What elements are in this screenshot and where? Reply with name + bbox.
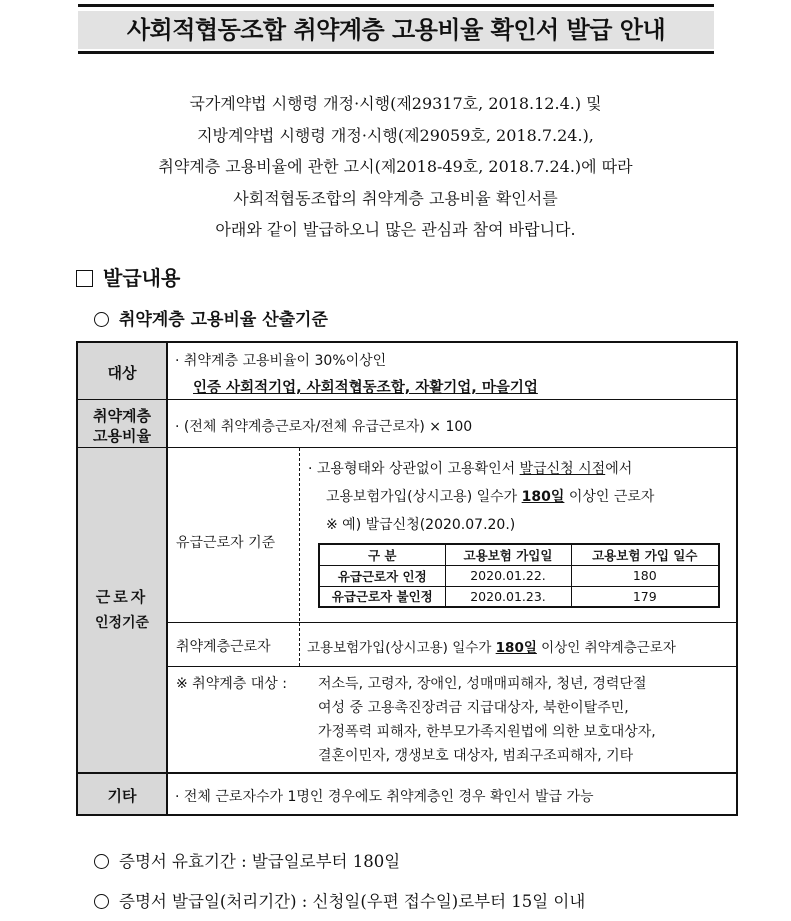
page-title: 사회적협동조합 취약계층 고용비율 확인서 발급 안내 (78, 11, 714, 49)
paid-line-3: ※ 예) 발급신청(2020.07.20.) (326, 517, 516, 533)
table-border-bottom (76, 814, 738, 816)
paid-line-1-text: · 고용형태와 상관없이 고용확인서 (308, 461, 520, 477)
worker-label-2: 인정기준 (94, 615, 150, 631)
paid-line-2-days: 180일 (521, 489, 565, 505)
paid-line-1-end: 에서 (605, 461, 633, 477)
example-table (318, 543, 720, 608)
vulnerable-note-line: 저소득, 고령자, 장애인, 성매매피해자, 청년, 경력단절 (318, 676, 647, 692)
subsection-heading-text: 취약계층 고용비율 산출기준 (119, 310, 328, 330)
example-header-cell: 고용보험 가입일 (445, 544, 571, 565)
footer-line-validity (94, 848, 400, 872)
sub-row-divider (166, 666, 738, 667)
square-bullet-icon (76, 270, 93, 287)
circle-bullet-icon (94, 854, 109, 869)
vulnerable-worker-text (307, 636, 676, 656)
subsection-heading (94, 305, 328, 330)
example-cell: 유급근로자 인정 (319, 565, 445, 586)
worker-label-1: 근로자 (95, 588, 149, 606)
sub-row-divider (166, 622, 738, 623)
target-line-1: · 취약계층 고용비율이 30%이상인 (175, 353, 387, 369)
vulnerable-note-line: 여성 중 고용촉진장려금 지급대상자, 북한이탈주민, (318, 700, 629, 716)
intro-line: 지방계약법 시행령 개정·시행(제29059호, 2018.7.24.), (197, 125, 594, 145)
vulnerable-note-prefix: ※ 취약계층 대상 : (176, 676, 287, 692)
footer-text: 증명서 유효기간 : 발급일로부터 180일 (119, 852, 401, 871)
circle-bullet-icon (94, 894, 109, 909)
table-border-right (736, 341, 738, 816)
ratio-label-1: 취약계층 (93, 407, 151, 425)
section-heading (76, 262, 180, 291)
intro-line: 아래와 같이 발급하오니 많은 관심과 참여 바랍니다. (215, 220, 576, 239)
vulnerable-days: 180일 (495, 640, 537, 656)
example-cell: 유급근로자 불인정 (319, 586, 445, 607)
example-cell: 2020.01.22. (445, 565, 571, 586)
worker-label-cell (77, 448, 167, 773)
example-header-cell: 구 분 (319, 544, 445, 565)
paid-line-2-end: 이상인 근로자 (564, 489, 655, 505)
intro-line: 사회적협동조합의 취약계층 고용비율 확인서를 (233, 188, 558, 208)
paid-worker-label: 유급근로자 기준 (176, 535, 276, 551)
paid-line-1-underlined: 발급신청 시점 (519, 461, 606, 477)
footer-line-issue-date (94, 888, 585, 912)
paid-line-2 (326, 486, 654, 506)
section-heading-text: 발급내용 (103, 266, 181, 290)
row-divider (76, 447, 738, 448)
example-cell: 2020.01.23. (445, 586, 571, 607)
example-cell: 180 (571, 565, 719, 586)
ratio-formula: · (전체 취약계층근로자/전체 유급근로자) × 100 (175, 419, 473, 435)
example-cell: 179 (571, 586, 719, 607)
example-table-row (319, 586, 719, 607)
intro-line: 국가계약법 시행령 개정·시행(제29317호, 2018.12.4.) 및 (189, 94, 602, 113)
vulnerable-note-line: 결혼이민자, 갱생보호 대상자, 범죄구조피해자, 기타 (318, 748, 634, 764)
example-header-cell: 고용보험 가입 일수 (571, 544, 719, 565)
sub-column-divider (299, 448, 300, 666)
footer-text: 증명서 발급일(처리기간) : 신청일(우편 접수일)로부터 15일 이내 (119, 892, 586, 911)
paid-line-1 (308, 458, 632, 478)
vulnerable-worker-label: 취약계층근로자 (176, 639, 271, 655)
vulnerable-text: 고용보험가입(상시고용) 일수가 (307, 640, 496, 656)
intro-line: 취약계층 고용비율에 관한 고시(제2018-49호, 2018.7.24.)에 따라 (158, 157, 633, 176)
vulnerable-text-end: 이상인 취약계층근로자 (536, 640, 676, 656)
row-divider (76, 772, 738, 774)
example-table-header (319, 544, 719, 565)
example-table-row (319, 565, 719, 586)
paid-line-2-text: 고용보험가입(상시고용) 일수가 (326, 489, 522, 505)
etc-text: · 전체 근로자수가 1명인 경우에도 취약계층인 경우 확인서 발급 가능 (175, 789, 594, 805)
table-border-top (76, 341, 738, 343)
row-divider (76, 399, 738, 400)
ratio-label-2: 고용비율 (93, 427, 151, 445)
intro-paragraph (40, 88, 751, 246)
target-line-2: 인증 사회적기업, 사회적협동조합, 자활기업, 마을기업 (193, 380, 538, 396)
vulnerable-note-line: 가정폭력 피해자, 한부모가족지원법에 의한 보호대상자, (318, 724, 656, 740)
title-banner (78, 4, 714, 54)
target-label: 대상 (107, 364, 137, 382)
circle-bullet-icon (94, 312, 109, 327)
etc-label: 기타 (107, 787, 137, 805)
